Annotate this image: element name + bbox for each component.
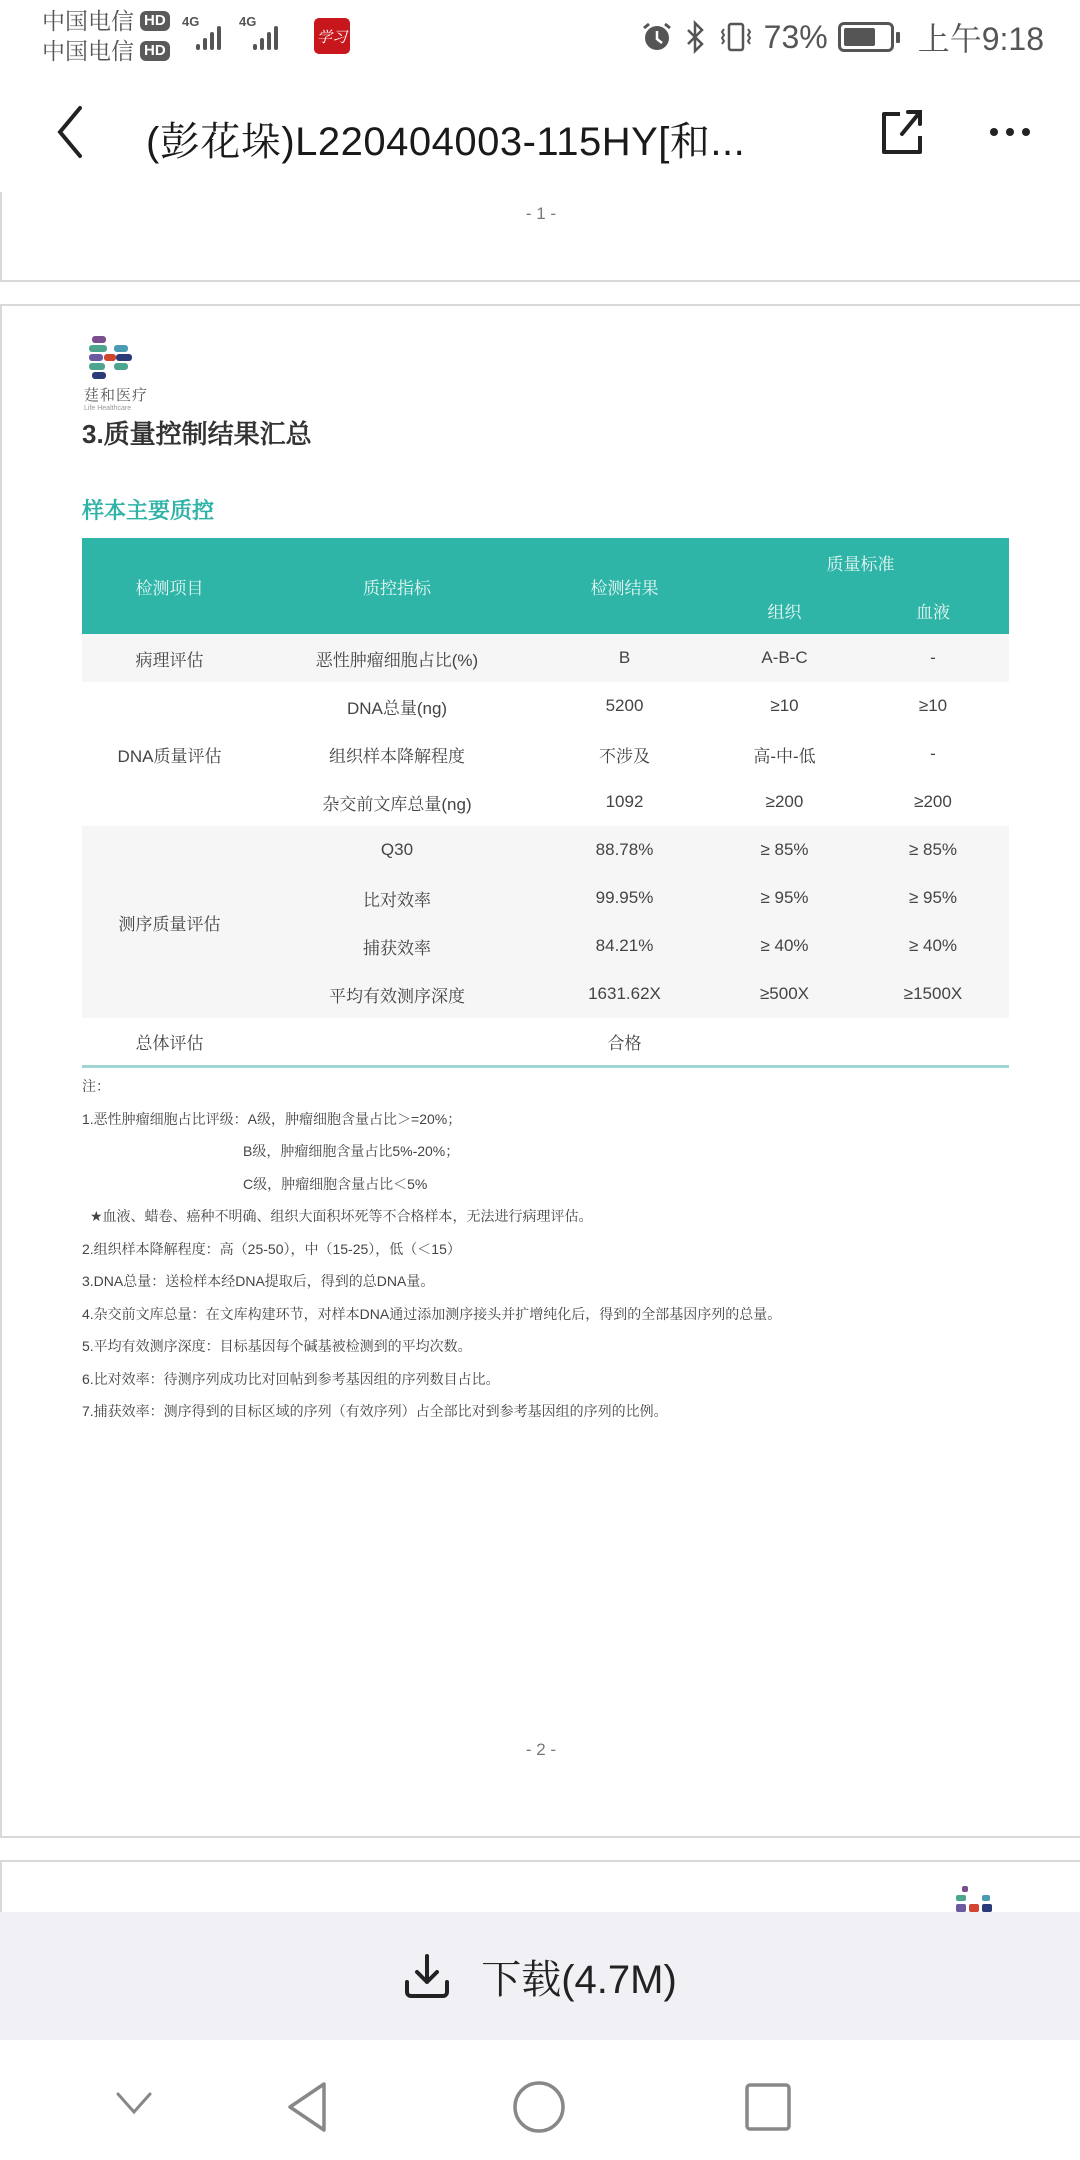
cell-result: 84.21% <box>537 922 712 970</box>
download-button[interactable] <box>0 1912 1080 2040</box>
back-button[interactable] <box>50 102 90 162</box>
signal-strength-icon <box>239 16 278 50</box>
cell-tissue: ≥ 40% <box>712 922 857 970</box>
square-recents-icon <box>744 2082 792 2132</box>
system-navigation-bar <box>0 2040 1080 2160</box>
page-3 <box>0 1860 1080 1912</box>
chevron-down-icon <box>114 2090 154 2116</box>
logo-text-en: Life Healthcare <box>84 405 132 412</box>
network-type-label: 4G <box>239 14 257 29</box>
cell-result: 1092 <box>605 792 644 811</box>
cell-blood: ≥10 <box>918 696 948 715</box>
cell-tissue: ≥500X <box>712 970 857 1018</box>
cell-blood: - <box>930 744 936 763</box>
notes-heading: 注： <box>82 1078 110 1094</box>
bluetooth-icon <box>684 20 708 54</box>
cell-indicator: 组织样本降解程度 <box>329 746 465 766</box>
cell-result: 1631.62X <box>537 970 712 1018</box>
study-app-notification-icon: 学习 <box>314 18 350 54</box>
nav-back-button[interactable] <box>284 2080 330 2139</box>
header-item: 检测项目 <box>82 538 257 634</box>
share-button[interactable] <box>876 104 928 160</box>
battery-icon <box>838 22 894 52</box>
network-type-label: 4G <box>182 14 200 29</box>
signal-indicators <box>182 16 278 50</box>
table-row <box>82 682 1009 730</box>
group-sequencing: 测序质量评估 <box>82 826 257 1018</box>
cell-result: B <box>537 634 712 682</box>
signal-strength-icon <box>182 16 221 50</box>
vibrate-icon <box>718 20 754 54</box>
notes-section <box>82 1070 781 1428</box>
cell-tissue: ≥ 85% <box>712 826 857 874</box>
cell-blood: - <box>857 634 1009 682</box>
nav-recents-button[interactable] <box>744 2082 792 2137</box>
carrier-1-label: 中国电信 <box>42 8 134 34</box>
nav-home-button[interactable] <box>512 2080 566 2139</box>
group-overall: 总体评估 <box>82 1018 257 1066</box>
note-7: 7.捕获效率：测序得到的目标区域的序列（有效序列）占全部比对到参考基因组的序列的比例。 <box>82 1403 668 1419</box>
cell-blood: ≥1500X <box>857 970 1009 1018</box>
cell-result: 88.78% <box>537 826 712 874</box>
cell-indicator: 比对效率 <box>257 874 537 922</box>
header-blood: 血液 <box>857 586 1009 634</box>
battery-percent: 73% <box>763 18 828 55</box>
page-2 <box>0 304 1080 1838</box>
cell-result: 5200 <box>605 696 644 715</box>
document-title: (彭花垛)L220404003-115HY[和... <box>146 120 746 164</box>
cell-indicator: 捕获效率 <box>257 922 537 970</box>
header-indicator: 质控指标 <box>257 538 537 634</box>
page-number: - 2 - <box>525 1740 557 1759</box>
cell-tissue: ≥200 <box>765 792 804 811</box>
cell-blood: ≥ 85% <box>857 826 1009 874</box>
quality-control-table <box>82 538 1009 1068</box>
alarm-icon <box>640 20 674 54</box>
cell-indicator: 平均有效测序深度 <box>257 970 537 1018</box>
group-pathology: 病理评估 <box>82 634 257 682</box>
carrier-info <box>42 6 170 66</box>
more-dots-icon <box>990 128 998 136</box>
circle-home-icon <box>512 2080 566 2134</box>
triangle-back-icon <box>284 2080 330 2134</box>
more-options-button[interactable] <box>990 122 1040 142</box>
header-tissue: 组织 <box>712 586 857 634</box>
note-1c: C级，肿瘤细胞含量占比＜5% <box>243 1175 428 1192</box>
header-result: 检测结果 <box>537 538 712 634</box>
page-number: - 1 - <box>525 204 557 223</box>
cell-tissue: ≥10 <box>770 696 799 715</box>
cell-blood: ≥ 95% <box>857 874 1009 922</box>
cell-blood: ≥200 <box>914 792 952 811</box>
hd-badge: HD <box>140 11 170 31</box>
note-6: 6.比对效率：待测序列成功比对回帖到参考基因组的序列数目占比。 <box>82 1370 500 1387</box>
table-row <box>82 826 1009 874</box>
table-row-overall <box>82 1018 1009 1066</box>
cell-tissue: 高-中-低 <box>753 746 816 766</box>
cell-result: 99.95% <box>537 874 712 922</box>
cell-tissue: A-B-C <box>712 634 857 682</box>
note-4: 4.杂交前文库总量：在文库构建环节，对样本DNA通过添加测序接头并扩增纯化后，得到的全部基因序列的总量。 <box>82 1305 782 1322</box>
section-title: 3.质量控制结果汇总 <box>82 419 312 449</box>
overall-result: 合格 <box>537 1018 712 1066</box>
clock: 上午9:18 <box>917 21 1044 57</box>
note-5: 5.平均有效测序深度：目标基因每个碱基被检测到的平均次数。 <box>82 1338 472 1354</box>
cell-tissue: ≥ 95% <box>712 874 857 922</box>
logo-mark-icon <box>84 336 144 382</box>
carrier-2-label: 中国电信 <box>42 38 134 64</box>
chevron-left-icon <box>50 102 90 162</box>
app-header <box>0 72 1080 192</box>
cell-indicator: Q30 <box>257 826 537 874</box>
note-star: ★血液、蜡卷、癌种不明确、组织大面积坏死等不合格样本，无法进行病理评估。 <box>90 1208 593 1224</box>
logo-text-cn: 莛和医疗 <box>84 387 149 404</box>
status-bar <box>0 0 1080 72</box>
cell-result: 不涉及 <box>599 746 650 766</box>
group-dna: DNA质量评估 <box>117 746 222 766</box>
table-row <box>82 634 1009 682</box>
share-external-icon <box>876 104 928 160</box>
download-icon <box>403 1952 451 2000</box>
download-label: 下载(4.7M) <box>481 1957 677 2002</box>
page-1 <box>0 192 1080 282</box>
cell-indicator: DNA总量(ng) <box>346 698 448 718</box>
document-viewer[interactable] <box>0 192 1080 1912</box>
status-right-group <box>640 14 1044 60</box>
hd-badge: HD <box>140 41 170 61</box>
cell-blood: ≥ 40% <box>857 922 1009 970</box>
hide-nav-button[interactable] <box>114 2090 154 2121</box>
subsection-title: 样本主要质控 <box>82 498 215 523</box>
note-1b: B级，肿瘤细胞含量占比5%-20%； <box>243 1143 460 1159</box>
note-1a: 1.恶性肿瘤细胞占比评级：A级，肿瘤细胞含量占比＞=20%； <box>82 1110 462 1127</box>
note-2: 2.组织样本降解程度：高（25-50），中（15-25），低（＜15） <box>82 1240 461 1257</box>
company-logo <box>84 336 154 412</box>
cell-indicator: 恶性肿瘤细胞占比(%) <box>257 634 537 682</box>
note-3: 3.DNA总量：送检样本经DNA提取后，得到的总DNA量。 <box>82 1273 435 1289</box>
logo-mark-icon <box>954 1886 998 1912</box>
cell-indicator: 杂交前文库总量(ng) <box>322 794 472 814</box>
header-standard: 质量标准 <box>712 538 1009 586</box>
